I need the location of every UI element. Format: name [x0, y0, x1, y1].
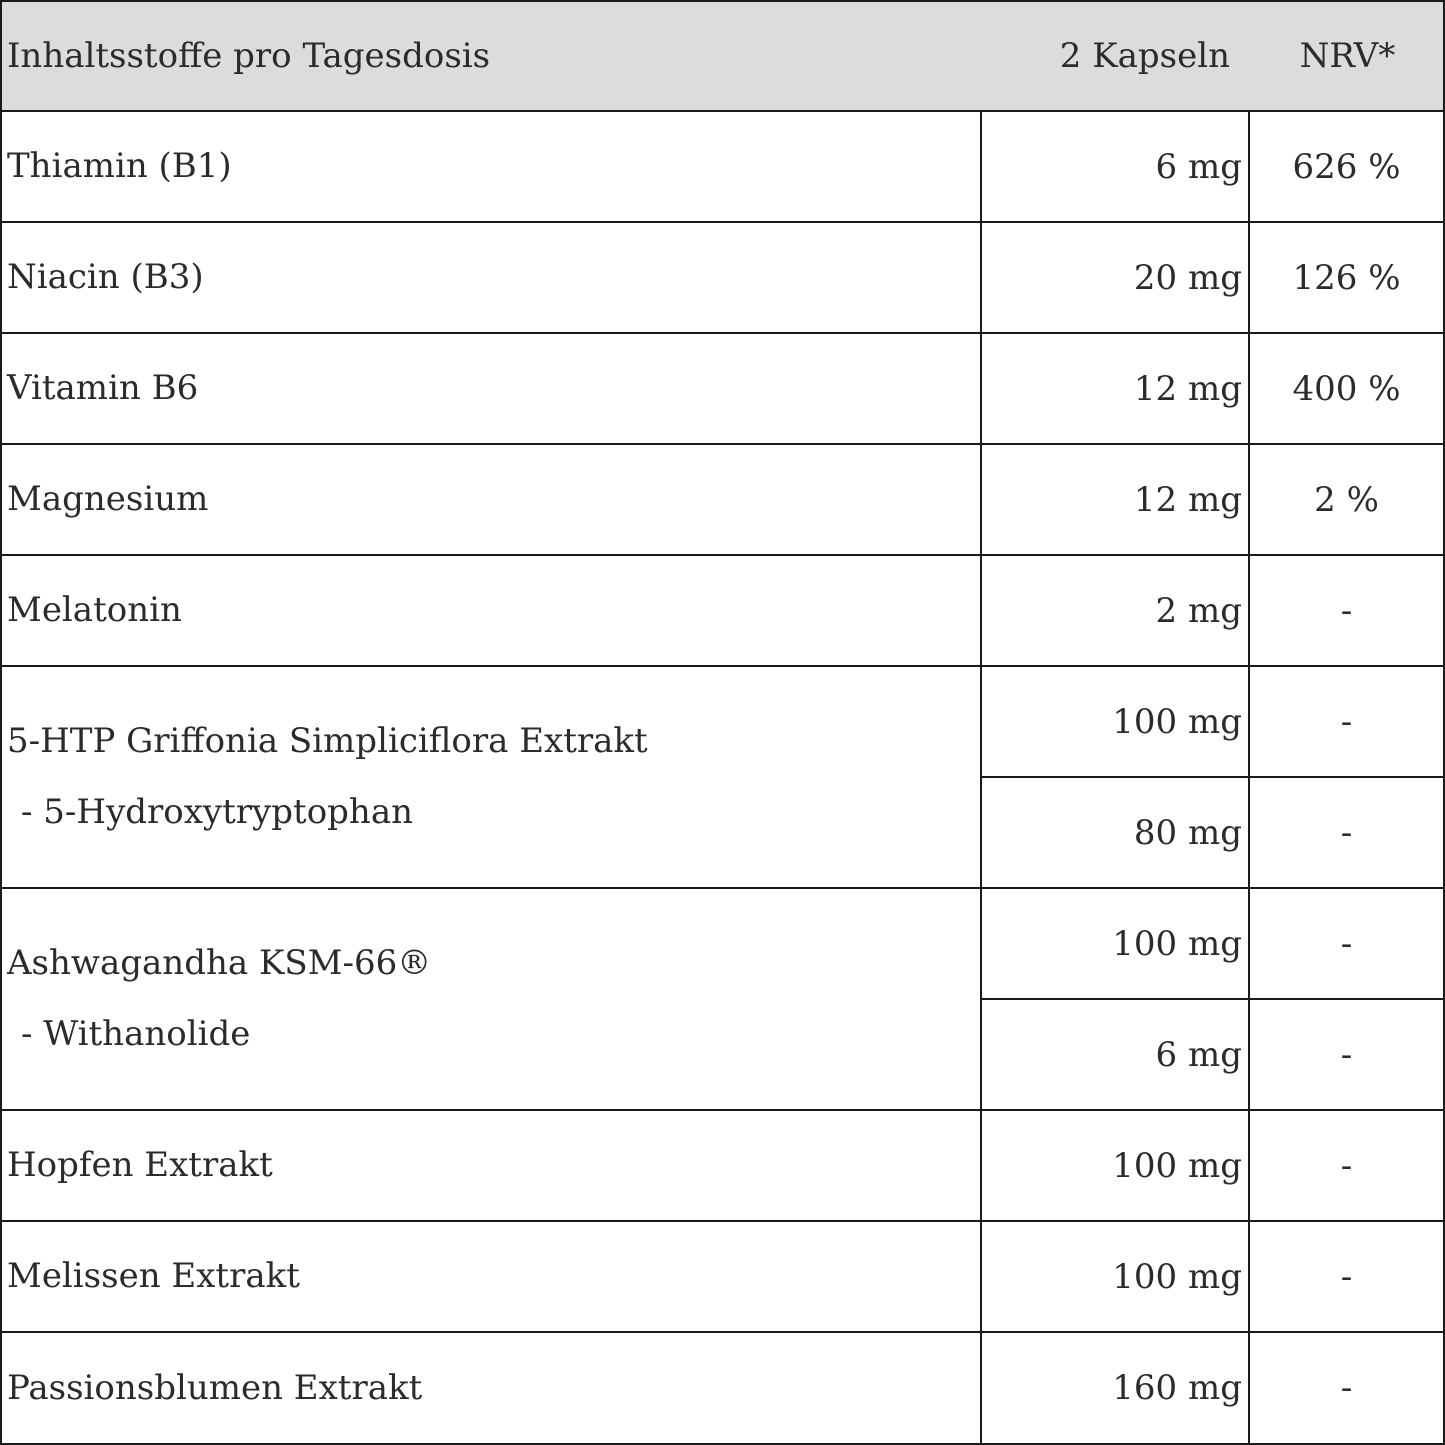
table-row — [2, 223, 1443, 334]
table-row — [2, 889, 1443, 1111]
sub-nrv-value: - — [1340, 812, 1353, 853]
table-row — [2, 445, 1443, 556]
ingredient-name: 5-HTP Griffonia Simpliciflora Extrakt — [7, 721, 648, 761]
table-row — [2, 112, 1443, 223]
header-ingredient: Inhaltsstoffe pro Tagesdosis — [7, 36, 491, 76]
nrv-value: - — [1340, 1368, 1353, 1408]
nrv-value: - — [1340, 923, 1353, 964]
table-row — [2, 1333, 1443, 1443]
dose-value: 2 mg — [982, 556, 1250, 665]
table-row — [2, 667, 1443, 889]
nrv-value: - — [1340, 1145, 1353, 1186]
dose-value: 100 mg — [982, 889, 1250, 998]
nrv-value: 2 % — [1314, 479, 1379, 520]
dose-value: 12 mg — [982, 445, 1250, 554]
nrv-value: 126 % — [1292, 257, 1401, 298]
ingredient-name: Passionsblumen Extrakt — [7, 1367, 423, 1408]
ingredient-name: Niacin (B3) — [7, 257, 204, 297]
ingredient-name: Magnesium — [7, 479, 209, 519]
table-header — [2, 2, 1443, 112]
nrv-value: 400 % — [1292, 368, 1401, 409]
nrv-value: 626 % — [1292, 146, 1401, 187]
table-row — [2, 1111, 1443, 1222]
ingredient-sub-name: - Withanolide — [21, 1014, 251, 1054]
ingredient-name: Melissen Extrakt — [7, 1256, 300, 1296]
ingredient-name: Ashwagandha KSM-66® — [7, 943, 432, 983]
header-nrv: NRV* — [1299, 36, 1396, 76]
table-row — [2, 556, 1443, 667]
ingredient-name: Hopfen Extrakt — [7, 1145, 273, 1185]
ingredient-name: Thiamin (B1) — [7, 146, 232, 186]
ingredient-name: Vitamin B6 — [7, 368, 199, 408]
dose-value: 100 mg — [982, 667, 1250, 776]
dose-value: 100 mg — [982, 1222, 1250, 1331]
dose-value: 6 mg — [982, 112, 1250, 221]
ingredient-name: Melatonin — [7, 590, 182, 630]
dose-value: 12 mg — [982, 334, 1250, 443]
sub-dose-value: 80 mg — [982, 778, 1250, 887]
table-row — [2, 334, 1443, 445]
nrv-value: - — [1340, 590, 1353, 631]
dose-value: 100 mg — [982, 1111, 1250, 1220]
dose-value: 160 mg — [982, 1333, 1250, 1443]
nrv-value: - — [1340, 701, 1353, 742]
nrv-value: - — [1340, 1256, 1353, 1297]
dose-value: 20 mg — [982, 223, 1250, 332]
ingredient-sub-name: - 5-Hydroxytryptophan — [21, 792, 413, 832]
sub-nrv-value: - — [1340, 1034, 1353, 1075]
table-row — [2, 1222, 1443, 1333]
header-dose: 2 Kapseln — [1059, 36, 1230, 76]
sub-dose-value: 6 mg — [982, 1000, 1250, 1109]
